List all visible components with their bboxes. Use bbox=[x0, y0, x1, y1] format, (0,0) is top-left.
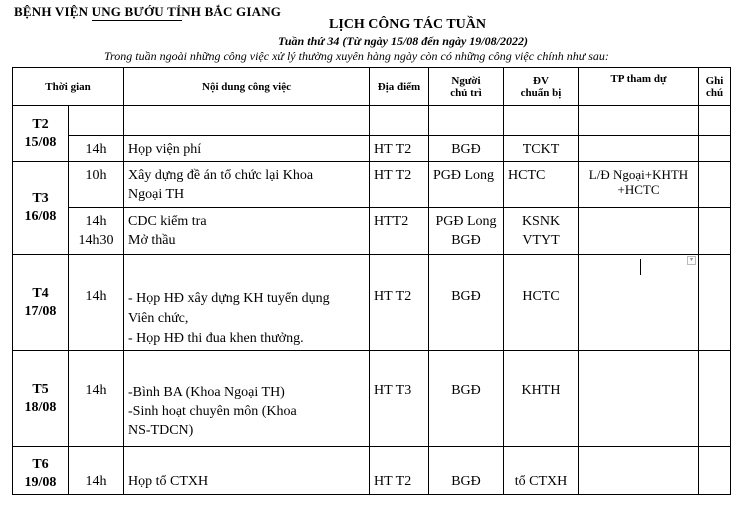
place-cell[interactable]: HT T2 bbox=[370, 162, 429, 208]
schedule-table bbox=[12, 67, 731, 495]
time-cell[interactable]: 10h bbox=[69, 162, 124, 208]
note-cell[interactable] bbox=[699, 351, 731, 447]
attend-cell[interactable] bbox=[579, 447, 699, 495]
table-row[interactable] bbox=[13, 136, 731, 162]
prep-cell[interactable] bbox=[504, 208, 579, 255]
content-line: CDC kiểm tra bbox=[128, 214, 207, 229]
host-cell[interactable]: PGĐ Long bbox=[429, 162, 504, 208]
day-cell bbox=[13, 162, 69, 255]
content-cell[interactable]: Họp tổ CTXH bbox=[124, 447, 370, 495]
day-date: 16/08 bbox=[24, 209, 57, 224]
host-cell[interactable]: BGĐ bbox=[429, 255, 504, 351]
prep-cell[interactable]: KHTH bbox=[504, 351, 579, 447]
day-date: 15/08 bbox=[24, 134, 57, 150]
content-cell[interactable] bbox=[124, 162, 370, 208]
place-cell[interactable]: HT T2 bbox=[370, 136, 429, 162]
time-line: 14h bbox=[85, 214, 107, 229]
day-label: T5 bbox=[32, 381, 49, 397]
day-label: T4 bbox=[32, 285, 49, 301]
prep-cell[interactable]: tổ CTXH bbox=[504, 447, 579, 495]
time-cell[interactable]: 14h bbox=[69, 351, 124, 447]
content-line: Viên chức, bbox=[128, 311, 189, 326]
col-prep-line2: chuẩn bị bbox=[520, 86, 562, 99]
host-line: BGĐ bbox=[451, 233, 481, 248]
day-date: 19/08 bbox=[24, 475, 57, 490]
hospital-name: BỆNH VIỆN UNG BƯỚU TỈNH BẮC GIANG bbox=[14, 4, 282, 19]
note-cell[interactable] bbox=[699, 447, 731, 495]
day-cell bbox=[13, 255, 69, 351]
prep-cell[interactable]: HCTC bbox=[504, 255, 579, 351]
prep-cell[interactable]: HCTC bbox=[504, 162, 579, 208]
attend-line: +HCTC bbox=[617, 182, 660, 197]
table-row[interactable] bbox=[13, 351, 731, 447]
day-label: T3 bbox=[32, 191, 49, 206]
col-place: Địa điểm bbox=[370, 68, 429, 106]
col-host-line2: chủ trì bbox=[450, 86, 482, 99]
col-content: Nội dung công việc bbox=[124, 68, 370, 106]
week-range: Tuần thứ 34 (Từ ngày 15/08 đến ngày 19/08/2022) bbox=[278, 34, 528, 48]
content-line: - Họp HĐ xây dựng KH tuyển dụng bbox=[128, 291, 330, 306]
day-date: 17/08 bbox=[24, 303, 57, 319]
col-prep-line1: ĐV bbox=[533, 74, 549, 87]
day-date: 18/08 bbox=[24, 399, 57, 415]
col-note-line2: chú bbox=[705, 86, 724, 99]
hospital-name-underline bbox=[92, 20, 182, 21]
time-cell[interactable]: 14h bbox=[69, 255, 124, 351]
note-cell[interactable] bbox=[699, 162, 731, 208]
note-cell[interactable] bbox=[699, 255, 731, 351]
col-note bbox=[699, 68, 731, 106]
table-row[interactable] bbox=[13, 447, 731, 495]
time-cell[interactable]: 14h bbox=[69, 447, 124, 495]
col-host bbox=[429, 68, 504, 106]
time-line: 14h30 bbox=[78, 233, 114, 248]
host-cell[interactable]: BGĐ bbox=[429, 447, 504, 495]
content-line: -Sinh hoạt chuyên môn (Khoa bbox=[128, 404, 297, 419]
day-label: T2 bbox=[32, 116, 49, 132]
day-cell bbox=[13, 447, 69, 495]
attend-cell[interactable] bbox=[579, 208, 699, 255]
attend-cell[interactable] bbox=[579, 351, 699, 447]
content-line: - Họp HĐ thi đua khen thưởng. bbox=[128, 331, 304, 346]
content-cell[interactable] bbox=[124, 351, 370, 447]
col-prep bbox=[504, 68, 579, 106]
content-line: Xây dựng đề án tổ chức lại Khoa bbox=[128, 168, 314, 183]
host-cell[interactable]: BGĐ bbox=[429, 136, 504, 162]
day-label: T6 bbox=[32, 457, 49, 472]
table-row[interactable] bbox=[13, 255, 731, 351]
text-cursor bbox=[640, 259, 641, 275]
place-cell[interactable]: HTT2 bbox=[370, 208, 429, 255]
host-cell[interactable] bbox=[429, 208, 504, 255]
content-cell[interactable] bbox=[124, 208, 370, 255]
content-cell[interactable]: Họp viện phí bbox=[124, 136, 370, 162]
cell-dropdown-icon[interactable]: ▾ bbox=[687, 256, 696, 265]
host-cell[interactable]: BGĐ bbox=[429, 351, 504, 447]
content-cell[interactable] bbox=[124, 255, 370, 351]
content-line: Ngoại TH bbox=[128, 187, 185, 202]
place-cell[interactable]: HT T3 bbox=[370, 351, 429, 447]
table-row[interactable] bbox=[13, 208, 731, 255]
day-cell bbox=[13, 106, 69, 162]
place-cell[interactable]: HT T2 bbox=[370, 447, 429, 495]
prep-cell[interactable]: TCKT bbox=[504, 136, 579, 162]
header-row bbox=[13, 68, 731, 106]
prep-line: KSNK bbox=[521, 214, 561, 229]
table-row[interactable] bbox=[13, 162, 731, 208]
time-cell[interactable] bbox=[69, 208, 124, 255]
prep-line: VTYT bbox=[522, 233, 560, 248]
col-time: Thời gian bbox=[13, 68, 124, 106]
col-host-line1: Người bbox=[451, 74, 481, 87]
content-line: -Bình BA (Khoa Ngoại TH) bbox=[128, 385, 285, 400]
place-cell[interactable]: HT T2 bbox=[370, 255, 429, 351]
attend-cell[interactable] bbox=[579, 136, 699, 162]
col-note-line1: Ghi bbox=[705, 74, 724, 87]
note-cell[interactable] bbox=[699, 208, 731, 255]
day-cell bbox=[13, 351, 69, 447]
note-cell[interactable] bbox=[699, 136, 731, 162]
content-line: Mở thầu bbox=[128, 233, 176, 248]
attend-line: L/Đ Ngoại+KHTH bbox=[588, 167, 689, 182]
attend-cell[interactable] bbox=[579, 162, 699, 208]
schedule-title: LỊCH CÔNG TÁC TUẦN bbox=[329, 17, 487, 32]
intro-text: Trong tuần ngoài những công việc xử lý thường xuyên hàng ngày còn có những công việc chính như sau: bbox=[104, 49, 609, 63]
table-row bbox=[13, 106, 731, 136]
host-line: PGĐ Long bbox=[435, 214, 497, 229]
attend-cell[interactable] bbox=[579, 255, 699, 351]
content-line: NS-TDCN) bbox=[128, 423, 194, 438]
col-attend: TP tham dự bbox=[579, 68, 699, 106]
time-cell[interactable]: 14h bbox=[69, 136, 124, 162]
